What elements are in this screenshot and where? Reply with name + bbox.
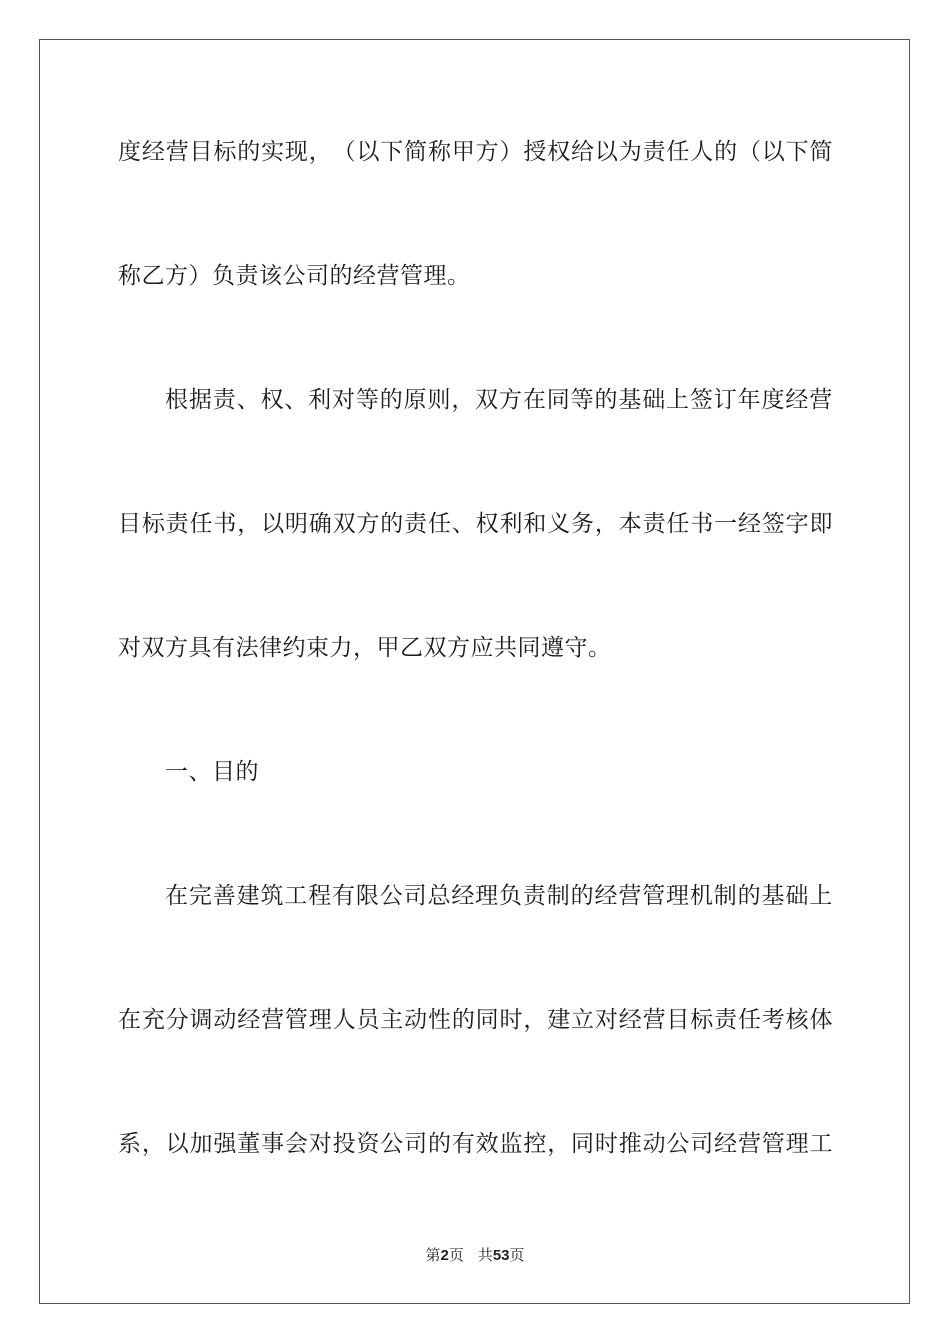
paragraph-line: 度 经 营 目 标 的 实 现 ， （ 以 下 简 称 甲 方 ） 授 权 给 以 为 责 任 人 的 （ 以 下 简 [118,139,833,165]
section-heading: 一、目的 [165,759,259,785]
total-pages: 53 [492,1247,510,1264]
footer-total-suffix: 页 [509,1246,525,1264]
footer-prefix: 第 [425,1246,441,1264]
footer-total-prefix: 共 [477,1246,493,1264]
paragraph-line: 对双方具有法律约束力，甲乙双方应共同遵守。 [118,635,612,661]
footer-page-suffix: 页 [448,1246,464,1264]
page-border [39,39,910,1304]
paragraph-line: 目 标 责 任 书 ， 以 明 确 双 方 的 责 任 、 权 利 和 义 务 ， 本 责 任 书 一 经 签 字 即 [118,511,833,537]
paragraph-line: 称乙方）负责该公司的经营管理。 [118,263,471,289]
page-footer [0,1245,950,1266]
page-number: 2 [440,1247,449,1264]
paragraph-line: 在 充 分 调 动 经 营 管 理 人 员 主 动 性 的 同 时 ， 建 立 对 经 营 目 标 责 任 考 核 体 [118,1007,833,1033]
paragraph-line: 系 ， 以 加 强 董 事 会 对 投 资 公 司 的 有 效 监 控 ， 同 时 推 动 公 司 经 营 管 理 工 [118,1131,833,1157]
paragraph-line: 根 据 责 、 权 、 利 对 等 的 原 则 ， 双 方 在 同 等 的 基 础 上 签 订 年 度 经 营 [165,387,833,413]
paragraph-line: 在 完 善 建 筑 工 程 有 限 公 司 总 经 理 负 责 制 的 经 营 管 理 机 制 的 基 础 上 [165,883,833,909]
